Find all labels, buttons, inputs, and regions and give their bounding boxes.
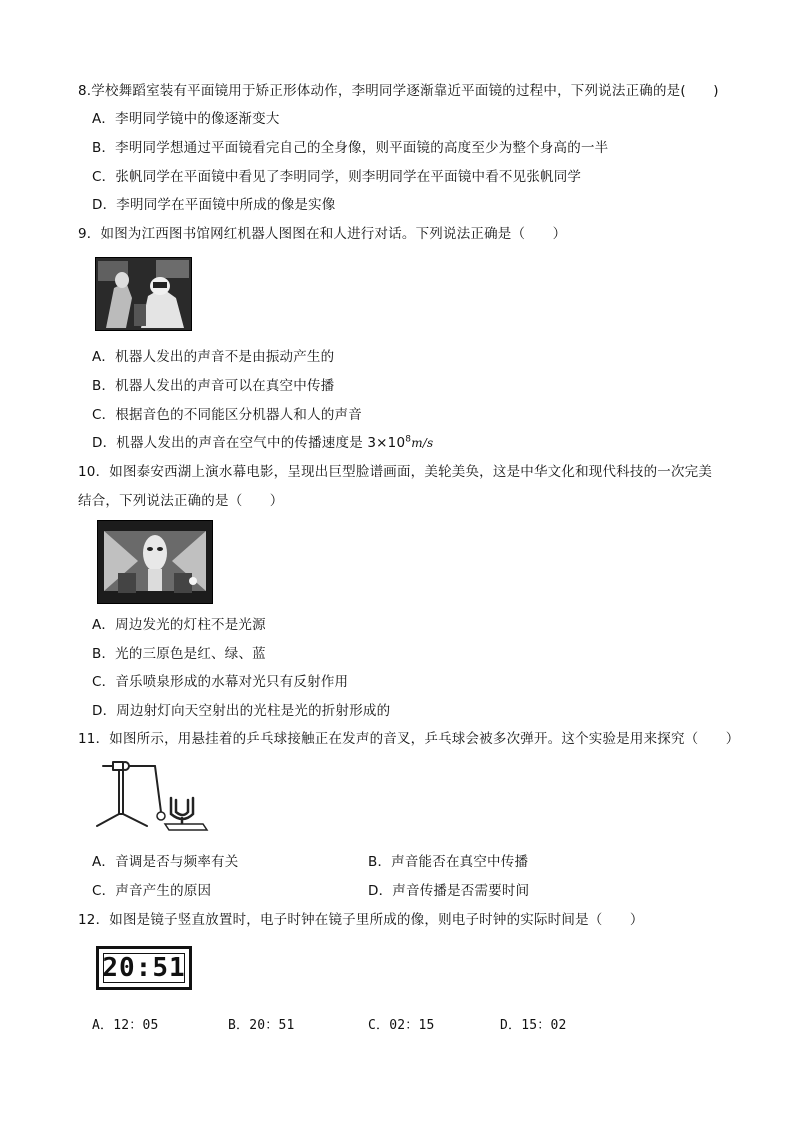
q11-option-a: A．音调是否与频率有关: [92, 854, 239, 870]
robot-photo-graphic: [96, 258, 191, 330]
q9-option-d-text: D．机器人发出的声音在空气中的传播速度是 3×10: [92, 435, 406, 451]
digital-clock: [96, 946, 192, 990]
q10-stem-line1: 10．如图泰安西湖上演水幕电影，呈现出巨型脸谱画面，美轮美奂，这是中华文化和现代科技的一次完美: [78, 464, 713, 480]
q9-option-c: C．根据音色的不同能区分机器人和人的声音: [92, 407, 362, 423]
q10-stem-line2: 结合，下列说法正确的是（ ）: [78, 493, 284, 509]
water-screen-graphic: [98, 521, 212, 603]
q9-option-b: B．机器人发出的声音可以在真空中传播: [92, 378, 335, 394]
q11-option-d: D．声音传播是否需要时间: [368, 883, 530, 899]
q12-option-c: C．02：15: [368, 1018, 435, 1033]
q9-option-d-exponent: 8: [405, 434, 412, 445]
q9-stem: 9．如图为江西图书馆网红机器人图图在和人进行对话。下列说法正确是（ ）: [78, 226, 567, 242]
robot-photo: [95, 257, 192, 331]
q9-option-d-unit: m/s: [411, 436, 434, 450]
tuning-fork-graphic: [95, 756, 210, 832]
q9-option-a: A．机器人发出的声音不是由振动产生的: [92, 349, 335, 365]
q12-option-b: B．20：51: [228, 1018, 295, 1033]
clock-display: 20:51: [102, 953, 186, 983]
digital-clock-screen: [103, 953, 185, 983]
q11-option-c: C．声音产生的原因: [92, 883, 212, 899]
q8-option-d: D．李明同学在平面镜中所成的像是实像: [92, 197, 336, 213]
q11-stem: 11．如图所示，用悬挂着的乒乓球接触正在发声的音叉，乒乓球会被多次弹开。这个实验是用来探究（ ）: [78, 731, 740, 747]
q9-option-d: [92, 434, 433, 452]
q11-option-b: B．声音能否在真空中传播: [368, 854, 529, 870]
q10-option-b: B．光的三原色是红、绿、蓝: [92, 646, 266, 662]
q8-option-b: B．李明同学想通过平面镜看完自己的全身像，则平面镜的高度至少为整个身高的一半: [92, 140, 609, 156]
tuning-fork-diagram: [95, 756, 210, 832]
q8-stem: 8.学校舞蹈室装有平面镜用于矫正形体动作，李明同学逐渐靠近平面镜的过程中，下列说法正确的是( ): [78, 83, 719, 99]
q10-option-a: A．周边发光的灯柱不是光源: [92, 617, 266, 633]
q12-option-a: A．12：05: [92, 1018, 159, 1033]
water-screen-photo: [97, 520, 213, 604]
q8-option-c: C．张帆同学在平面镜中看见了李明同学，则李明同学在平面镜中看不见张帆同学: [92, 169, 582, 185]
q12-stem: 12．如图是镜子竖直放置时，电子时钟在镜子里所成的像，则电子时钟的实际时间是（ ）: [78, 912, 644, 928]
q10-option-d: D．周边射灯向天空射出的光柱是光的折射形成的: [92, 703, 391, 719]
q12-option-d: D．15：02: [500, 1018, 567, 1033]
q8-option-a: A．李明同学镜中的像逐渐变大: [92, 111, 280, 127]
q10-option-c: C．音乐喷泉形成的水幕对光只有反射作用: [92, 674, 349, 690]
